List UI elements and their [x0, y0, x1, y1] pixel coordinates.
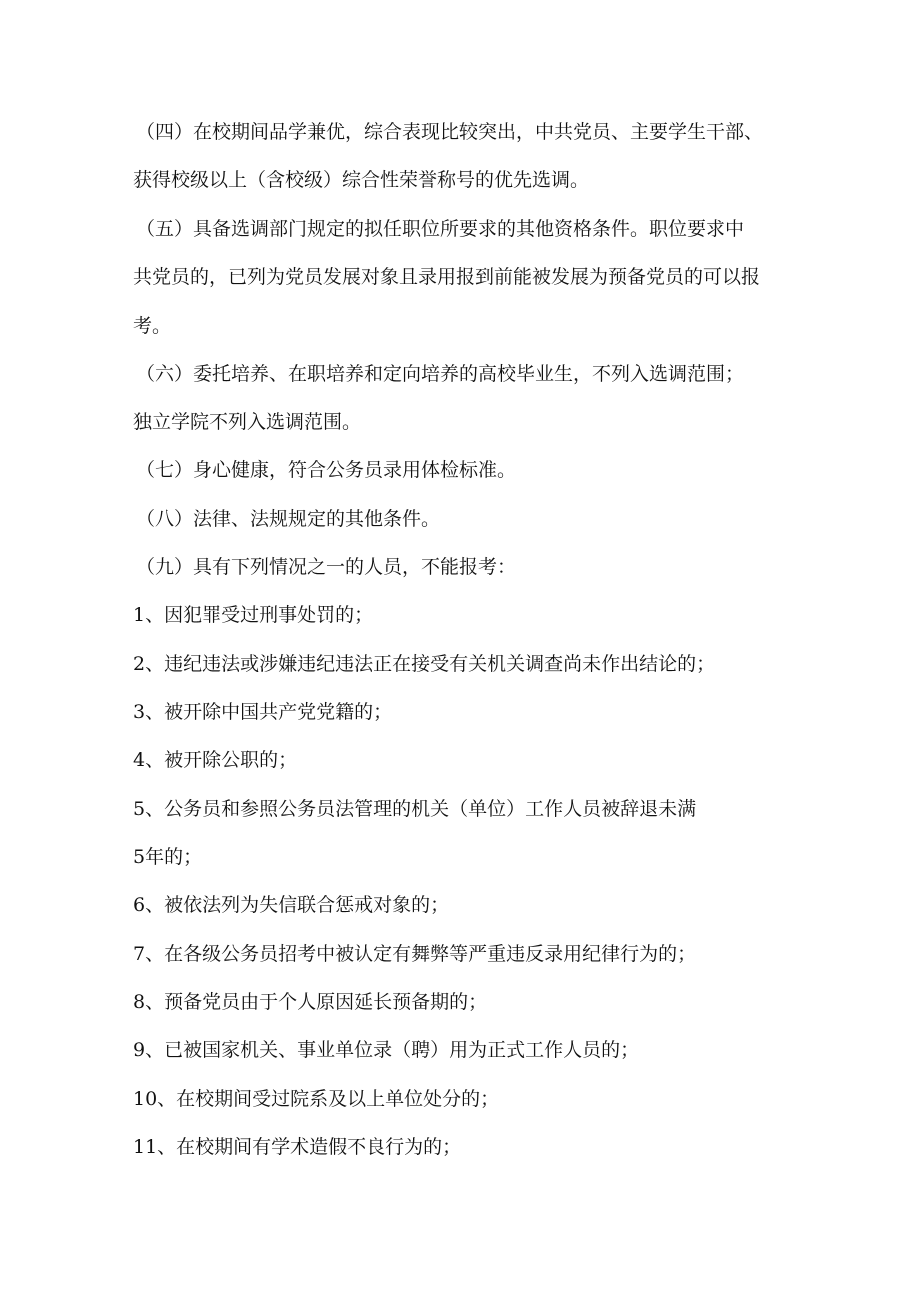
list-item-7: 7、在各级公务员招考中被认定有舞弊等严重违反录用纪律行为的；	[133, 943, 697, 965]
paragraph-8: （八）法律、法规规定的其他条件。	[136, 508, 441, 530]
list-item-6: 6、被依法列为失信联合惩戒对象的；	[133, 894, 450, 916]
paragraph-4-line-1: （四）在校期间品学兼优，综合表现比较突出，中共党员、主要学生干部、	[136, 121, 764, 143]
list-item-11: 11、在校期间有学术造假不良行为的；	[133, 1136, 462, 1158]
paragraph-4-line-2: 获得校级以上（含校级）综合性荣誉称号的优先选调。	[133, 169, 590, 191]
paragraph-6-line-1: （六）委托培养、在职培养和定向培养的高校毕业生，不列入选调范围；	[136, 363, 745, 385]
paragraph-5-line-1: （五）具备选调部门规定的拟任职位所要求的其他资格条件。职位要求中	[136, 218, 745, 240]
paragraph-6-line-2: 独立学院不列入选调范围。	[133, 411, 362, 433]
paragraph-5-line-2: 共党员的，已列为党员发展对象且录用报到前能被发展为预备党员的可以报	[133, 266, 761, 288]
list-item-5-line-1: 5、公务员和参照公务员法管理的机关（单位）工作人员被辞退未满	[133, 798, 697, 820]
list-item-4: 4、被开除公职的；	[133, 749, 298, 771]
list-item-10: 10、在校期间受过院系及以上单位处分的；	[133, 1088, 500, 1110]
paragraph-5-line-3: 考。	[133, 315, 172, 337]
list-item-5-line-2: 5年的；	[133, 846, 203, 868]
paragraph-9: （九）具有下列情况之一的人员，不能报考：	[136, 556, 517, 578]
list-item-3: 3、被开除中国共产党党籍的；	[133, 701, 393, 723]
paragraph-7: （七）身心健康，符合公务员录用体检标准。	[136, 459, 517, 481]
list-item-8: 8、预备党员由于个人原因延长预备期的；	[133, 991, 488, 1013]
list-item-1: 1、因犯罪受过刑事处罚的；	[133, 604, 374, 626]
list-item-2: 2、违纪违法或涉嫌违纪违法正在接受有关机关调查尚未作出结论的；	[133, 653, 716, 675]
list-item-9: 9、已被国家机关、事业单位录（聘）用为正式工作人员的；	[133, 1039, 640, 1061]
